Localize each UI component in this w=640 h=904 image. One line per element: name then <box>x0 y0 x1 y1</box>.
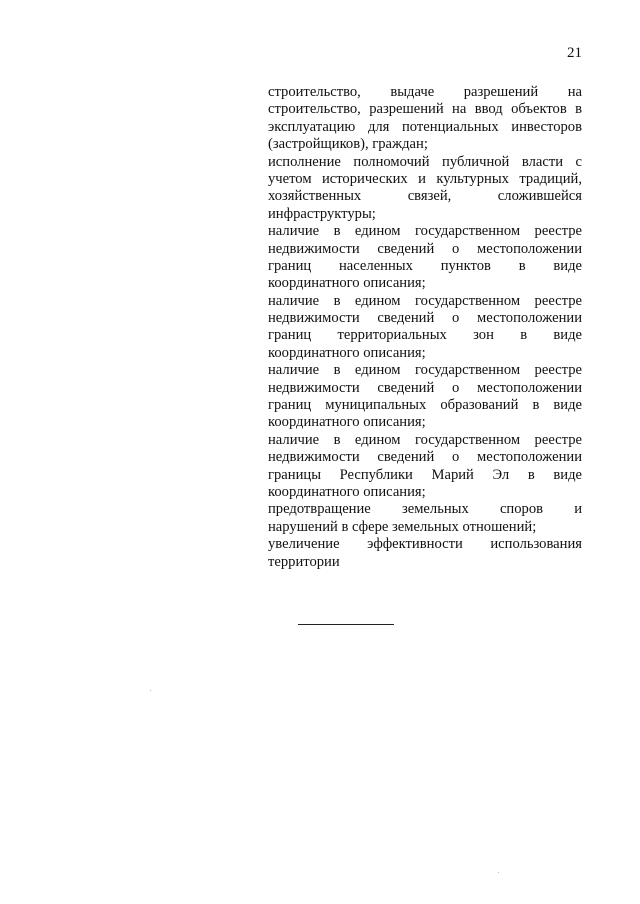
list-item <box>268 154 582 224</box>
list-item <box>268 293 582 363</box>
scan-speck <box>150 690 151 691</box>
list-item <box>268 223 582 293</box>
text-line: координатного описания; <box>268 275 426 292</box>
page-number: 21 <box>567 45 582 61</box>
list-item <box>268 501 582 536</box>
text-line: границ населенных пунктов в виде <box>268 257 582 274</box>
text-line: наличие в едином государственном реестре <box>268 292 582 309</box>
text-line: недвижимости сведений о местоположении <box>268 240 582 257</box>
list-item <box>268 536 582 571</box>
text-line: (застройщиков), граждан; <box>268 136 428 153</box>
text-line: координатного описания; <box>268 483 426 500</box>
text-line: исполнение полномочий публичной власти с <box>268 153 582 170</box>
text-line: хозяйственных связей, сложившейся <box>268 188 582 205</box>
text-line: эксплуатацию для потенциальных инвесторов <box>268 118 582 135</box>
text-line: недвижимости сведений о местоположении <box>268 449 582 466</box>
text-line: координатного описания; <box>268 414 426 431</box>
text-line: предотвращение земельных споров и <box>268 501 582 518</box>
text-line: границ территориальных зон в виде <box>268 327 582 344</box>
text-line: наличие в едином государственном реестре <box>268 223 582 240</box>
text-line: строительство, выдаче разрешений на <box>268 84 582 100</box>
text-line: недвижимости сведений о местоположении <box>268 310 582 327</box>
text-line: строительство, разрешений на ввод объектов в <box>268 101 582 118</box>
text-line: нарушений в сфере земельных отношений; <box>268 518 537 535</box>
scan-speck <box>498 872 499 873</box>
text-line: границы Республики Марий Эл в виде <box>268 466 582 483</box>
text-line: границ муниципальных образований в виде <box>268 397 582 414</box>
text-line: наличие в едином государственном реестре <box>268 362 582 379</box>
list-item <box>268 362 582 432</box>
text-line: инфраструктуры; <box>268 205 376 222</box>
text-line: территории <box>268 553 340 570</box>
text-line: наличие в едином государственном реестре <box>268 431 582 448</box>
text-line: учетом исторических и культурных традиций, <box>268 170 582 187</box>
list-item <box>268 84 582 154</box>
text-line: недвижимости сведений о местоположении <box>268 379 582 396</box>
document-body <box>268 84 582 571</box>
separator-line <box>298 624 394 625</box>
text-line: увеличение эффективности использования <box>268 536 582 553</box>
text-line: координатного описания; <box>268 344 426 361</box>
list-item <box>268 432 582 502</box>
